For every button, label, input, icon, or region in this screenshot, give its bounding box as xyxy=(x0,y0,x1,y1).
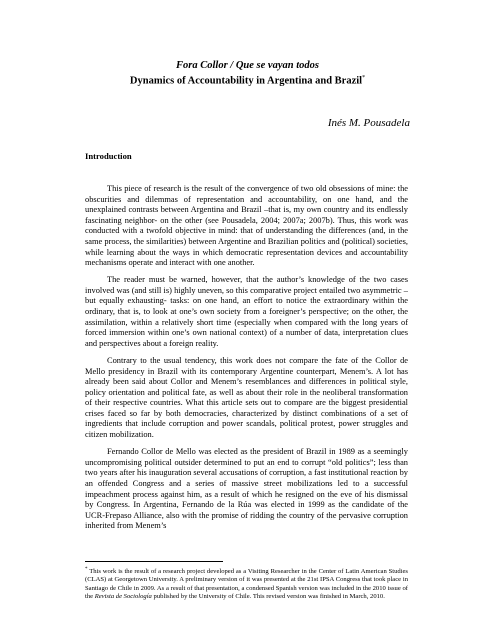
body-text xyxy=(85,184,408,538)
paragraph-2: The reader must be warned, however, that the author’s knowledge of the two cases involved was (and still is) highly uneven, so this comparative project entailed two asymmetric –but equally exhausting- tasks: on one hand, an effort to notice the extraordinary within the ordinary, that is, to look at one’s own society from a foreigner’s perspective; on the other, the assimilation, within a relatively short time (especially when compared with the long years of forced immersion within one’s own national context) of a number of data, interpretation clues and perspectives about a foreign reality. xyxy=(85,275,408,348)
author-name: Inés M. Pousadela xyxy=(327,117,410,129)
footnote xyxy=(85,566,408,601)
section-heading: Introduction xyxy=(85,151,132,161)
title-line-1: Fora Collor / Que se vayan todos xyxy=(176,60,319,71)
paragraph-1: This piece of research is the result of the convergence of two old obsessions of mine: the obscurities and dilemmas of representation and accountability, on one hand, and the unexplained contrasts between Argentina and Brazil –that is, my own country and its endlessly fascinating neighbor- on the other (see Pousadela, 2004; 2007a; 2007b). Thus, this work was conducted with a twofold objective in mind: that of understanding the differences (and, in the same process, the similarities) between Argentine and Brazilian politics and (political) societies, while learning about the ways in which democratic representation devices and accountability mechanisms operate and interact with one another. xyxy=(85,184,408,268)
footnote-text-after: published by the University of Chile. This revised version was finished in March, 2010. xyxy=(151,592,385,600)
paragraph-3: Contrary to the usual tendency, this work does not compare the fate of the Collor de Mello presidency in Brazil with its contemporary Argentine counterpart, Menem’s. A lot has already been said about Collor and Menem’s resemblances and differences in political style, policy orientation and political fate, as well as about their role in the neoliberal transformation of their respective countries. What this article sets out to compare are the biggest presidential crises faced so far by both democracies, characterized by distinct combinations of a set of ingredients that include corruption and power scandals, political protest, power struggles and citizen mobilization. xyxy=(85,355,408,440)
footnote-journal-title: Revista de Sociología xyxy=(94,592,152,600)
footnote-text-before: This work is the result of a research project developed as a Visiting Researcher in the Center of Latin American Studies (CLAS) at Georgetown University. A preliminary version of it was presented at the 21st IPSA Congress that took place in Santiago de Chile in 2009. As a result of that presentation, a condensed Spanish version was included in the 2010 issue of the xyxy=(85,568,408,600)
footnote-divider xyxy=(85,561,223,562)
title-footnote-marker: * xyxy=(362,75,366,81)
paragraph-4: Fernando Collor de Mello was elected as the president of Brazil in 1989 as a seemingly uncompromising political outsider determined to put an end to corrupt “old politics”; less than two years after his inauguration several accusations of corruption, a fast institutional reaction by an offended Congress and a series of massive street mobilizations led to a successful impeachment process against him, as a result of which he resigned on the eve of his dismissal by Congress. In Argentina, Fernando de la Rúa was elected in 1999 as the candidate of the UCR-Frepaso Alliance, also with the promise of ridding the country of the pervasive corruption inherited from Menem’s xyxy=(85,447,408,531)
footnote-marker: * xyxy=(85,567,88,572)
title-line-2 xyxy=(0,72,495,88)
title-line-2-text: Dynamics of Accountability in Argentina and Brazil xyxy=(129,75,363,87)
